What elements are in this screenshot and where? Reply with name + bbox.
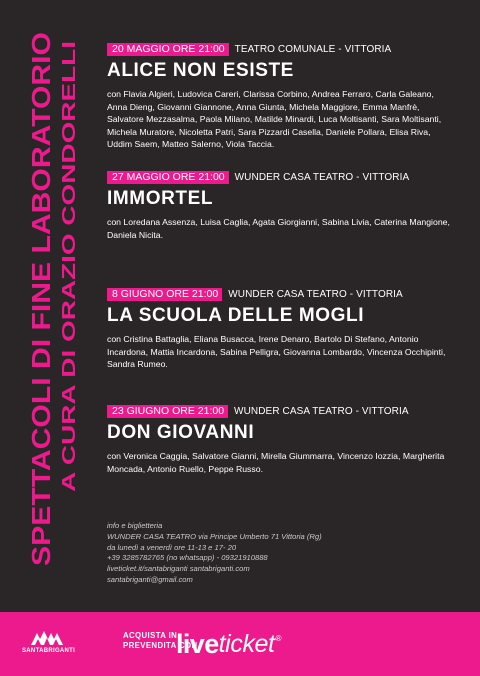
- show-date: 20 MAGGIO ORE 21:00: [107, 43, 229, 56]
- side-title-sub: A CURA DI ORAZIO CONDORELLI: [58, 193, 79, 492]
- show-title: ALICE NON ESISTE: [107, 60, 294, 81]
- info-heading: info e biglietteria: [107, 521, 163, 530]
- registered-mark: ®: [275, 634, 282, 643]
- show-title: DON GIOVANNI: [107, 422, 255, 443]
- info-email[interactable]: santabriganti@gmail.com: [107, 574, 193, 584]
- footer-bar: [0, 612, 480, 676]
- info-block: [107, 521, 322, 586]
- info-websites[interactable]: liveticket.it/santabriganti santabriganti.com: [107, 564, 250, 574]
- show-title: IMMORTEL: [107, 188, 214, 209]
- show-cast: con Loredana Assenza, Luisa Caglia, Agata Giorgianni, Sabina Livia, Caterina Mangione, Daniela Nicita.: [107, 217, 450, 240]
- logo-text: SANTABRIGANTI: [22, 648, 76, 654]
- show-don-giovanni: [107, 405, 467, 475]
- show-venue: TEATRO COMUNALE - VITTORIA: [234, 44, 392, 55]
- show-date-line: [107, 405, 467, 418]
- side-title-graphic: [26, 30, 86, 570]
- show-la-scuola: [107, 288, 467, 371]
- show-cast: con Cristina Battaglia, Eliana Busacca, Irene Denaro, Bartolo Di Stefano, Antonio Incardona, Mattia Incardona, Sabina Pelligra, Giovanna Lombardo, Vincenza Occhipinti, Sandra Rumeo.: [107, 334, 446, 370]
- info-hours: da lunedì a venerdì ore 11-13 e 17- 20: [107, 542, 237, 552]
- show-date: 27 MAGGIO ORE 21:00: [107, 171, 229, 184]
- show-venue: WUNDER CASA TEATRO - VITTORIA: [234, 172, 410, 183]
- show-alice: [107, 43, 467, 151]
- info-phone: +39 3285782765 (no whatsapp) - 09321910888: [107, 553, 268, 563]
- liveticket-ticket: ticket: [218, 630, 275, 658]
- presale-line-1: ACQUISTA IN: [123, 631, 178, 640]
- show-venue: WUNDER CASA TEATRO - VITTORIA: [234, 406, 409, 417]
- show-date: 23 GIUGNO ORE 21:00: [107, 405, 228, 418]
- show-venue: WUNDER CASA TEATRO - VITTORIA: [228, 289, 403, 300]
- liveticket-logo[interactable]: [176, 629, 282, 659]
- show-date-line: [107, 171, 467, 184]
- presale-line-2: PREVENDITA CON: [123, 640, 198, 650]
- side-title-main: SPETTACOLI DI FINE LABORATORIO: [28, 114, 56, 566]
- show-date-line: [107, 288, 467, 301]
- santabriganti-mark-icon: [30, 630, 64, 646]
- show-cast: con Flavia Algieri, Ludovica Careri, Clarissa Corbino, Andrea Ferraro, Carla Galeano, Anna Dieng, Giovanni Giannone, Anna Giunta, Michela Maggiore, Emma Manfrè, Salvatore Mezzasalma, Paola Milano, Matilde Minardi, Luca Moltisanti, Sara Moltisanti, Michela Muratore, Nicoletta Patri, Sara Pizzardi Casella, Daniele Pollara, Elisa Riva, Uddim Saem, Matteo Salerno, Viola Taccia.: [107, 89, 442, 150]
- show-date-line: [107, 43, 467, 56]
- show-title: LA SCUOLA DELLE MOGLI: [107, 305, 365, 326]
- santabriganti-logo: [22, 630, 76, 654]
- show-immortel: [107, 171, 467, 241]
- show-cast: con Veronica Caggia, Salvatore Gianni, Mirella Giummarra, Vincenzo Iozzia, Margherita Moncada, Antonio Ruello, Peppe Russo.: [107, 451, 445, 474]
- side-title: [26, 30, 86, 570]
- show-date: 8 GIUGNO ORE 21:00: [107, 288, 222, 301]
- liveticket-live: live: [176, 629, 219, 659]
- info-address: WUNDER CASA TEATRO via Principe Umberto 71 Vittoria (Rg): [107, 531, 322, 541]
